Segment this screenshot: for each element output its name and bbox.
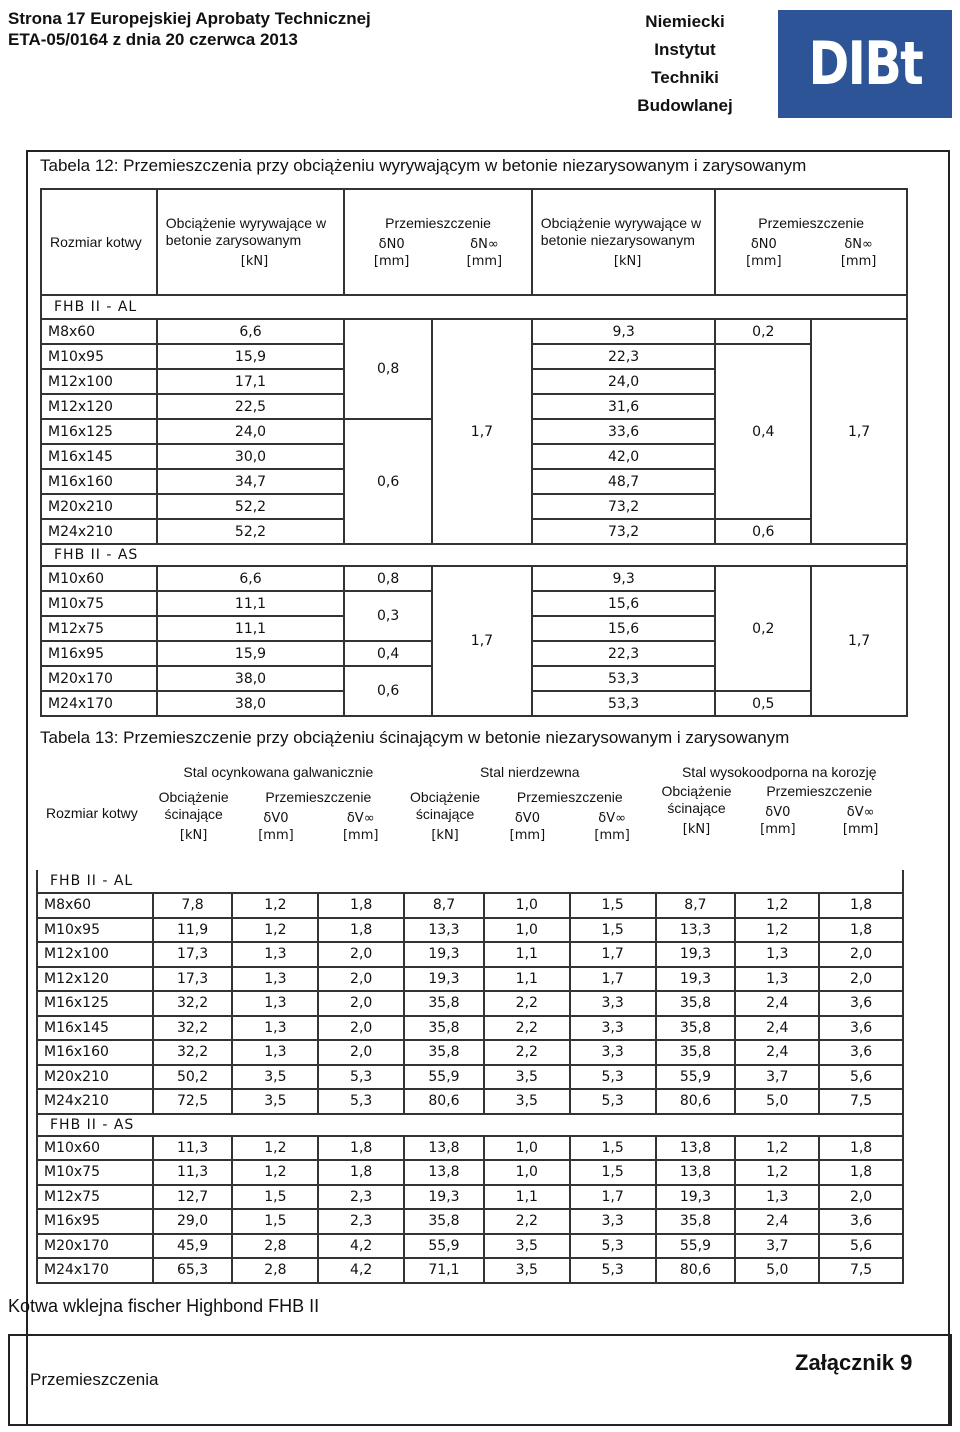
table-cell: 35,8: [404, 1040, 484, 1065]
unit: [mm]: [760, 822, 796, 837]
unit: [mm]: [258, 828, 294, 843]
table-cell-size: M16x95: [41, 641, 157, 666]
table-12-title: Tabela 12: Przemieszczenia przy obciążeniu wyrywającym w betonie niezarysowanym i zarysowanym: [40, 156, 807, 175]
table-cell: 9,3: [532, 319, 716, 344]
table-cell-size: M8x60: [37, 893, 153, 918]
table-row: [37, 1065, 903, 1090]
table-cell: 13,8: [656, 1136, 736, 1161]
table-cell-merged: 0,4: [715, 344, 811, 519]
table-cell: 1,2: [735, 893, 819, 918]
table-cell: 22,5: [157, 394, 344, 419]
table-cell: 19,3: [404, 942, 484, 967]
table-cell: 35,8: [404, 991, 484, 1016]
header-load-uncracked: [532, 189, 716, 295]
table-cell: 3,6: [819, 1040, 903, 1065]
table-cell: 29,0: [153, 1209, 233, 1234]
symbol: δV0: [263, 811, 289, 826]
table-row: [37, 1209, 903, 1234]
table-cell: 1,0: [484, 1136, 570, 1161]
table-cell: 32,2: [153, 991, 233, 1016]
table-cell: 1,8: [318, 893, 404, 918]
table-cell: 13,3: [656, 918, 736, 943]
header-line-1: Strona 17 Europejskiej Aprobaty Technicznej: [8, 9, 371, 28]
table-cell: 2,0: [318, 1016, 404, 1041]
table-cell: 72,5: [153, 1089, 233, 1114]
table-cell-size: M12x120: [37, 967, 153, 992]
table-row: [37, 991, 903, 1016]
table-cell: 55,9: [656, 1065, 736, 1090]
table-cell: 80,6: [656, 1089, 736, 1114]
table-cell: 2,4: [735, 1016, 819, 1041]
symbol: δN0: [378, 236, 405, 252]
table-row: [37, 1040, 903, 1065]
dibt-logo: [778, 10, 952, 118]
table-cell: 19,3: [404, 967, 484, 992]
table-cell: 42,0: [532, 444, 716, 469]
table-cell: 5,0: [735, 1089, 819, 1114]
table-cell: 8,7: [404, 893, 484, 918]
table-cell: 1,8: [318, 918, 404, 943]
table-cell: 1,7: [570, 1185, 656, 1210]
table-cell: 8,7: [656, 893, 736, 918]
table-cell-size: M10x60: [41, 566, 157, 591]
table-cell: 6,6: [157, 319, 344, 344]
table-cell: 19,3: [656, 1185, 736, 1210]
table-cell: 1,2: [735, 918, 819, 943]
table-13-title: Tabela 13: Przemieszczenie przy obciążeniu ścinającym w betonie niezarysowanym i zarysowanym: [40, 728, 790, 747]
table-cell: 35,8: [656, 991, 736, 1016]
table-cell: 11,3: [153, 1160, 233, 1185]
table-cell: 7,5: [819, 1258, 903, 1283]
table-cell: 22,3: [532, 344, 716, 369]
table-cell: 1,0: [484, 1160, 570, 1185]
symbol: δN∞: [470, 236, 499, 252]
table-cell: 1,7: [570, 967, 656, 992]
table-cell: 71,1: [404, 1258, 484, 1283]
table-row: [37, 1185, 903, 1210]
table-row: [37, 1016, 903, 1041]
table-cell-size: M16x160: [41, 469, 157, 494]
table-cell: 53,3: [532, 691, 716, 716]
table-row: [37, 1136, 903, 1161]
table-row: [37, 918, 903, 943]
table-cell: 1,5: [570, 1160, 656, 1185]
table-cell: 35,8: [404, 1016, 484, 1041]
table-cell: 13,8: [404, 1136, 484, 1161]
table-cell: 2,0: [819, 942, 903, 967]
table-cell-size: M16x160: [37, 1040, 153, 1065]
table-cell: 7,5: [819, 1089, 903, 1114]
table-cell: 3,5: [484, 1234, 570, 1259]
table-cell: 35,8: [656, 1040, 736, 1065]
unit: [mm]: [746, 253, 782, 269]
table-cell: 1,8: [819, 1136, 903, 1161]
table-cell: 4,2: [318, 1258, 404, 1283]
table-cell: 35,8: [404, 1209, 484, 1234]
unit: [kN]: [179, 828, 208, 843]
org-line: Instytut: [654, 40, 716, 59]
header-text: Przemieszczenie: [766, 783, 873, 799]
table-cell: 15,6: [532, 616, 716, 641]
table-cell: 2,8: [232, 1258, 318, 1283]
table-cell: 19,3: [656, 942, 736, 967]
table-cell: 1,8: [819, 1160, 903, 1185]
table-cell-size: M16x125: [41, 419, 157, 444]
table-cell: 35,8: [656, 1016, 736, 1041]
table-cell: 7,8: [153, 893, 233, 918]
symbol: δN0: [750, 236, 777, 252]
group-label-al: FHB II - AL: [41, 295, 907, 319]
header-eta-reference: [8, 8, 371, 50]
table-cell: 55,9: [656, 1234, 736, 1259]
table-cell: 0,4: [344, 641, 432, 666]
symbol: δV∞: [598, 811, 626, 826]
table-cell: 1,3: [232, 1040, 318, 1065]
unit: [mm]: [373, 253, 410, 269]
product-name: Kotwa wklejna fischer Highbond FHB II: [8, 1296, 320, 1316]
org-line: Budowlanej: [637, 96, 733, 115]
org-line: Niemiecki: [645, 12, 725, 31]
table-cell: 1,2: [735, 1160, 819, 1185]
table-cell: 2,2: [484, 1040, 570, 1065]
table-row: [37, 1089, 903, 1114]
table-cell: 2,2: [484, 991, 570, 1016]
table-cell: 5,6: [819, 1065, 903, 1090]
table-cell: 80,6: [656, 1258, 736, 1283]
header-load-cracked: [157, 189, 344, 295]
table-cell: 22,3: [532, 641, 716, 666]
unit: [mm]: [509, 828, 546, 843]
table-cell: 32,2: [153, 1016, 233, 1041]
table-cell: 33,6: [532, 419, 716, 444]
steel-grade: Stal wysokoodporna na korozję: [681, 764, 877, 780]
header-steel-corrosion-resistant: [656, 757, 904, 869]
symbol: δV∞: [846, 805, 875, 820]
table-cell: 1,3: [232, 1016, 318, 1041]
table-cell: 11,1: [157, 591, 344, 616]
table-cell: 3,6: [819, 991, 903, 1016]
table-cell: 53,3: [532, 666, 716, 691]
table-cell: 2,8: [232, 1234, 318, 1259]
header-displacement-cracked: [344, 189, 532, 295]
table-cell: 55,9: [404, 1065, 484, 1090]
table-cell: 2,2: [484, 1209, 570, 1234]
table-cell-merged: 0,2: [715, 566, 811, 691]
table-cell-merged: 0,5: [715, 691, 811, 716]
logo-text: DIBt: [808, 29, 922, 99]
group-label-al: FHB II - AL: [37, 869, 903, 893]
header-line-2: ETA-05/0164 z dnia 20 czerwca 2013: [8, 30, 298, 49]
table-cell: 15,6: [532, 591, 716, 616]
header-text: Przemieszczenie: [265, 789, 372, 805]
table-cell: 2,0: [318, 967, 404, 992]
table-cell-size: M10x95: [41, 344, 157, 369]
table-cell: 17,3: [153, 967, 233, 992]
table-cell-merged: 0,6: [344, 419, 432, 544]
table-row: [37, 942, 903, 967]
table-cell-size: M24x170: [41, 691, 157, 716]
table-cell: 11,1: [157, 616, 344, 641]
table-cell: 2,4: [735, 991, 819, 1016]
table-cell: 73,2: [532, 519, 716, 544]
table-cell: 1,5: [570, 893, 656, 918]
table-cell: 3,3: [570, 991, 656, 1016]
table-cell: 2,0: [819, 1185, 903, 1210]
table-cell-merged: 0,6: [715, 519, 811, 544]
table-cell-merged: 1,7: [432, 566, 532, 716]
header-anchor-size: Rozmiar kotwy: [41, 189, 157, 295]
table-cell-size: M12x120: [41, 394, 157, 419]
table-cell: 3,3: [570, 1209, 656, 1234]
table-cell: 1,2: [232, 918, 318, 943]
table-cell: 15,9: [157, 641, 344, 666]
symbol: δV0: [514, 811, 540, 826]
table-cell: 52,2: [157, 519, 344, 544]
table-cell: 1,3: [232, 967, 318, 992]
table-cell: 1,3: [232, 991, 318, 1016]
annex-number: Załącznik 9: [795, 1350, 913, 1375]
header-text: Obciążenie wyrywające w betonie zarysowanym: [165, 214, 327, 248]
header-text: Obciążenie ścinające: [661, 783, 732, 816]
table-cell: 1,5: [232, 1185, 318, 1210]
table-cell: 3,5: [232, 1065, 318, 1090]
table-cell-size: M10x75: [41, 591, 157, 616]
table-cell: 1,3: [735, 967, 819, 992]
header-text: Przemieszczenie: [385, 214, 491, 231]
table-row: [37, 1234, 903, 1259]
table-cell-size: M16x95: [37, 1209, 153, 1234]
table-cell: 5,3: [570, 1258, 656, 1283]
table-cell: 3,5: [232, 1089, 318, 1114]
table-cell: 2,0: [318, 942, 404, 967]
table-cell-size: M20x210: [41, 494, 157, 519]
table-cell: 2,3: [318, 1185, 404, 1210]
table-cell: 1,8: [318, 1160, 404, 1185]
table-cell: 1,2: [232, 893, 318, 918]
unit: [kN]: [240, 253, 269, 269]
annex-subject: Przemieszczenia: [30, 1370, 159, 1389]
header-text: Obciążenie ścinające: [410, 789, 481, 822]
header-displacement-uncracked: [715, 189, 907, 295]
table-cell-merged: 1,7: [811, 319, 907, 544]
table-cell-merged: 0,6: [344, 666, 432, 716]
symbol: δV∞: [346, 811, 375, 826]
table-cell: 1,3: [232, 942, 318, 967]
table-cell-size: M12x75: [37, 1185, 153, 1210]
header-text: Przemieszczenie: [516, 789, 623, 805]
table-cell: 12,7: [153, 1185, 233, 1210]
table-cell-merged: 1,7: [432, 319, 532, 544]
table-cell: 2,4: [735, 1209, 819, 1234]
table-cell-size: M8x60: [41, 319, 157, 344]
table-cell-size: M20x170: [41, 666, 157, 691]
table-cell-size: M16x145: [41, 444, 157, 469]
table-cell-merged: 1,7: [811, 566, 907, 716]
table-cell: 17,1: [157, 369, 344, 394]
header-organization: [600, 8, 770, 120]
table-cell: 5,3: [318, 1065, 404, 1090]
table-cell-size: M12x75: [41, 616, 157, 641]
table-cell: 1,1: [484, 1185, 570, 1210]
table-cell: 19,3: [656, 967, 736, 992]
table-cell: 6,6: [157, 566, 344, 591]
unit: [kN]: [431, 828, 459, 843]
table-cell: 80,6: [404, 1089, 484, 1114]
unit: [mm]: [466, 253, 503, 269]
table-cell: 19,3: [404, 1185, 484, 1210]
steel-grade: Stal ocynkowana galwanicznie: [183, 764, 374, 780]
table-cell-size: M10x95: [37, 918, 153, 943]
symbol: δN∞: [844, 236, 873, 252]
table-cell: 5,3: [570, 1065, 656, 1090]
table-cell: 50,2: [153, 1065, 233, 1090]
table-cell: 2,0: [318, 991, 404, 1016]
table-cell: 1,3: [735, 1185, 819, 1210]
table-cell-merged: 0,2: [715, 319, 811, 344]
table-cell: 24,0: [157, 419, 344, 444]
table-cell-size: M10x75: [37, 1160, 153, 1185]
table-cell: 3,7: [735, 1234, 819, 1259]
table-cell: 2,0: [819, 967, 903, 992]
table-cell: 3,5: [484, 1258, 570, 1283]
table-cell: 3,6: [819, 1209, 903, 1234]
table-cell: 24,0: [532, 369, 716, 394]
table-cell: 13,8: [656, 1160, 736, 1185]
table-row: [37, 967, 903, 992]
table-cell: 11,9: [153, 918, 233, 943]
table-cell: 17,3: [153, 942, 233, 967]
table-cell: 1,1: [484, 967, 570, 992]
table-cell: 5,6: [819, 1234, 903, 1259]
table-cell: 38,0: [157, 691, 344, 716]
header-steel-stainless: [404, 757, 655, 869]
table-cell: 1,8: [819, 893, 903, 918]
table-row: [37, 1160, 903, 1185]
table-row: [37, 1258, 903, 1283]
table-cell: 1,1: [484, 942, 570, 967]
group-label-as: FHB II - AS: [37, 1114, 903, 1136]
unit: [mm]: [594, 828, 630, 843]
header-text: Obciążenie ścinające: [158, 789, 229, 822]
table-cell: 13,3: [404, 918, 484, 943]
table-12: [40, 188, 908, 717]
table-cell: 1,0: [484, 918, 570, 943]
table-cell-size: M24x210: [41, 519, 157, 544]
table-cell: 11,3: [153, 1136, 233, 1161]
table-cell-merged: 0,8: [344, 319, 432, 419]
table-cell-size: M10x60: [37, 1136, 153, 1161]
table-cell: 32,2: [153, 1040, 233, 1065]
table-13: [36, 756, 904, 1284]
table-cell-size: M24x210: [37, 1089, 153, 1114]
table-cell: 35,8: [656, 1209, 736, 1234]
table-cell: 4,2: [318, 1234, 404, 1259]
header-text: Obciążenie wyrywające w betonie niezarysowanym: [540, 214, 702, 248]
table-cell: 1,0: [484, 893, 570, 918]
table-cell: 5,3: [318, 1089, 404, 1114]
table-cell: 65,3: [153, 1258, 233, 1283]
table-cell: 38,0: [157, 666, 344, 691]
table-cell: 3,5: [484, 1089, 570, 1114]
table-cell: 5,3: [570, 1089, 656, 1114]
table-cell: 34,7: [157, 469, 344, 494]
table-cell: 15,9: [157, 344, 344, 369]
unit: [kN]: [682, 822, 711, 837]
table-cell: 2,4: [735, 1040, 819, 1065]
table-cell: 3,5: [484, 1065, 570, 1090]
unit: [kN]: [613, 253, 642, 269]
table-cell: 1,5: [570, 1136, 656, 1161]
table-cell: 1,8: [819, 918, 903, 943]
table-cell-size: M12x100: [37, 942, 153, 967]
table-cell: 3,6: [819, 1016, 903, 1041]
table-cell-merged: 0,3: [344, 591, 432, 641]
table-cell-size: M20x170: [37, 1234, 153, 1259]
table-row: [37, 893, 903, 918]
unit: [mm]: [840, 253, 877, 269]
table-cell: 0,8: [344, 566, 432, 591]
table-cell-size: M20x210: [37, 1065, 153, 1090]
table-cell: 5,0: [735, 1258, 819, 1283]
table-cell: 2,2: [484, 1016, 570, 1041]
table-cell-size: M16x125: [37, 991, 153, 1016]
header-text: Przemieszczenie: [758, 214, 865, 231]
table-cell: 13,8: [404, 1160, 484, 1185]
table-cell: 1,5: [232, 1209, 318, 1234]
table-cell: 2,0: [318, 1040, 404, 1065]
header-steel-galvanized: [153, 757, 404, 869]
table-cell: 3,3: [570, 1016, 656, 1041]
table-cell: 1,8: [318, 1136, 404, 1161]
table-cell-size: M12x100: [41, 369, 157, 394]
group-label-as: FHB II - AS: [41, 544, 907, 566]
table-cell: 1,2: [735, 1136, 819, 1161]
table-cell: 31,6: [532, 394, 716, 419]
table-cell: 1,2: [232, 1136, 318, 1161]
table-cell-size: M16x145: [37, 1016, 153, 1041]
table-cell: 5,3: [570, 1234, 656, 1259]
unit: [mm]: [342, 828, 379, 843]
symbol: δV0: [765, 805, 791, 820]
org-line: Techniki: [651, 68, 719, 87]
table-cell: 55,9: [404, 1234, 484, 1259]
table-cell: 1,2: [232, 1160, 318, 1185]
table-cell: 2,3: [318, 1209, 404, 1234]
table-cell-size: M24x170: [37, 1258, 153, 1283]
table-cell: 45,9: [153, 1234, 233, 1259]
header-anchor-size: Rozmiar kotwy: [46, 804, 138, 821]
table-cell: 9,3: [532, 566, 716, 591]
table-cell: 1,3: [735, 942, 819, 967]
table-cell: 73,2: [532, 494, 716, 519]
table-cell: 1,7: [570, 942, 656, 967]
unit: [mm]: [842, 822, 879, 837]
steel-grade: Stal nierdzewna: [479, 764, 580, 780]
table-cell: 48,7: [532, 469, 716, 494]
table-cell: 3,3: [570, 1040, 656, 1065]
table-cell: 3,7: [735, 1065, 819, 1090]
table-cell: 30,0: [157, 444, 344, 469]
table-cell: 1,5: [570, 918, 656, 943]
table-cell: 52,2: [157, 494, 344, 519]
